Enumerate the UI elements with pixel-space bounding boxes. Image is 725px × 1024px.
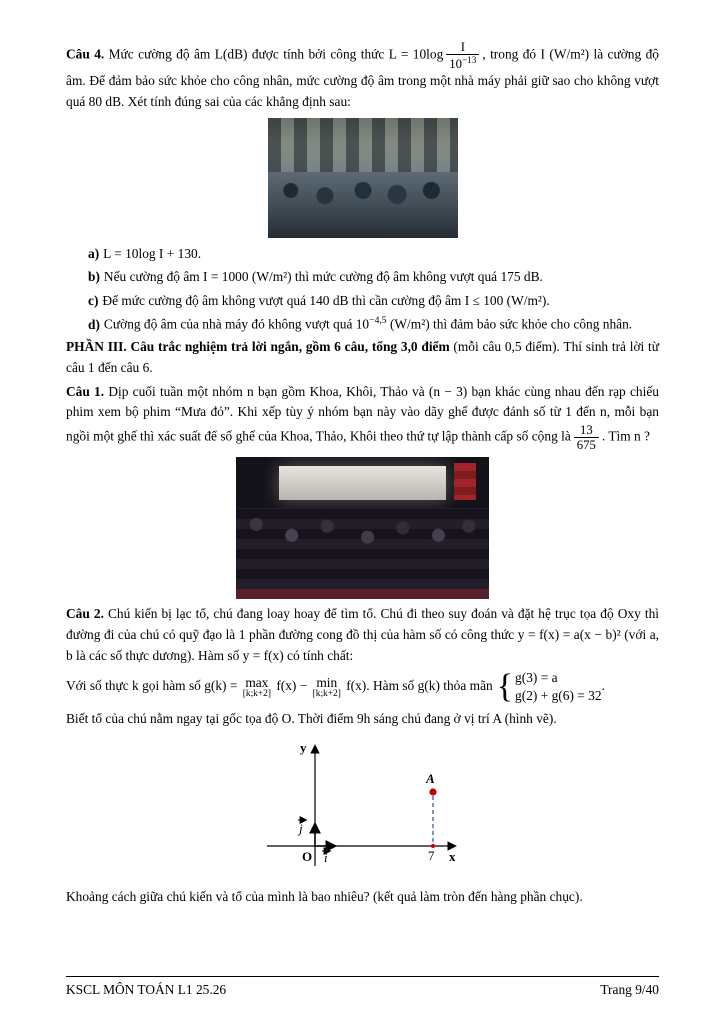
q2-max-op-text: max bbox=[245, 674, 269, 690]
q4-statement-d bbox=[66, 313, 659, 335]
factory-photo-machinery bbox=[268, 118, 458, 176]
q4-statement-d-exponent: −4,5 bbox=[369, 315, 387, 327]
q4-frac-denominator bbox=[446, 55, 479, 71]
q2-fx2: f(x). Hàm số g(k) thỏa mãn bbox=[342, 678, 493, 694]
q4-frac-numerator: I bbox=[446, 40, 479, 55]
factory-photo bbox=[268, 118, 458, 238]
q2-nest-paragraph: Biết tổ của chú nằm ngay tại gốc tọa độ O. Thời điểm 9h sáng chú đang ở vị trí A (hình vẽ). bbox=[66, 710, 557, 726]
q4-label: Câu 4. bbox=[66, 46, 105, 62]
q1-figure bbox=[66, 457, 659, 599]
cinema-screen bbox=[279, 466, 446, 500]
q4-frac-den-exponent: −13 bbox=[462, 55, 477, 65]
j-vector-label: j bbox=[298, 821, 303, 837]
footer-page-number: Trang 9/40 bbox=[600, 981, 659, 997]
part3-header-normal: (mỗi câu 0,5 điểm). Thí sinh trả lời từ câu 1 đến câu 6. bbox=[66, 338, 660, 375]
y-axis-label: y bbox=[299, 740, 306, 756]
q2-system-eq2: g(2) + g(6) = 32 bbox=[515, 688, 602, 704]
q4-statement-c-text: Để mức cường độ âm không vượt quá 140 dB thì cần cường độ âm I ≤ 100 (W/m²). bbox=[102, 292, 550, 308]
q2-coordinate-figure bbox=[66, 734, 659, 882]
origin-label: O bbox=[301, 849, 312, 865]
q2-equation-system bbox=[497, 669, 602, 705]
q4-statement-b-text: Nếu cường độ âm I = 1000 (W/m²) thì mức cường độ âm không vượt quá 175 dB. bbox=[103, 269, 543, 285]
factory-photo-workers bbox=[268, 172, 458, 238]
q4-statement-b bbox=[66, 266, 659, 287]
q1-text-post: . Tìm n ? bbox=[601, 428, 650, 444]
q2-system-equations bbox=[515, 669, 602, 705]
q2-fx1: f(x) − bbox=[272, 678, 311, 694]
cinema-crowd bbox=[236, 508, 489, 599]
part3-header-bold: PHẦN III. Câu trắc nghiệm trả lời ngắn, gồm 6 câu, tổng 3,0 điểm bbox=[66, 338, 450, 354]
q2-question-paragraph: Khoảng cách giữa chú kiến và tổ của mình là bao nhiêu? (kết quả làm tròn đến hàng phần chục). bbox=[66, 889, 583, 905]
q4-statement-a bbox=[66, 243, 659, 264]
part3-header bbox=[66, 337, 659, 379]
q2-system-eq1: g(3) = a bbox=[515, 670, 558, 686]
q4-statement-d-label: d) bbox=[88, 316, 100, 332]
q1-fraction bbox=[574, 423, 599, 452]
q2-min-operator bbox=[313, 676, 341, 700]
q2-label: Câu 2. bbox=[66, 606, 104, 622]
q4-statement-c-label: c) bbox=[88, 292, 99, 308]
q4-statement-b-label: b) bbox=[88, 269, 100, 285]
point-A-label: A bbox=[425, 771, 435, 787]
q4-intro-post: , trong đó I (W/m²) là cường độ âm. Để đảm bảo sức khỏe cho công nhân, mức cường độ âm trong một nhà máy phải giữ sao cho không vượt quá 80 dB. Xét tính đúng sai của các khẳng định sau: bbox=[66, 46, 659, 109]
q1-label: Câu 1. bbox=[66, 383, 105, 399]
q1-frac-denominator: 675 bbox=[576, 438, 596, 453]
i-vector-label: i bbox=[323, 850, 328, 866]
q1-paragraph bbox=[66, 382, 659, 453]
cinema-audience-photo bbox=[236, 457, 489, 599]
q2-gk-paragraph bbox=[66, 669, 659, 705]
cinema-red-banners bbox=[454, 463, 477, 500]
footer-exam-code: KSCL MÔN TOÁN L1 25.26 bbox=[66, 981, 227, 997]
tick-7-label: 7 bbox=[427, 848, 434, 864]
q4-frac-den-base: 10 bbox=[449, 57, 463, 72]
q2-max-subscript: [k;k+2] bbox=[242, 688, 271, 699]
q4-figure bbox=[66, 118, 659, 238]
q2-gk-pre: Với số thực k gọi hàm số g(k) = bbox=[66, 678, 241, 694]
q2-intro-text: Chú kiến bị lạc tổ, chú đang loay hoay để tìm tổ. Chú đi theo suy đoán và đặt hệ trục tọa độ Oxy thì đường đi của chú có quỹ đạo là 1 phần đường cong đồ thị của hàm số có công thức y = f(x) = a(x − b)² (với a, b là các số thực dương). Hàm số y = f(x) có tính chất: bbox=[66, 606, 659, 663]
q4-intro-pre: Mức cường độ âm L(dB) được tính bởi công thức L = 10log bbox=[104, 46, 444, 62]
q4-statement-a-text: L = 10log I + 130. bbox=[103, 245, 202, 261]
x-axis-label: x bbox=[448, 849, 455, 865]
q2-min-op-text: min bbox=[316, 674, 338, 690]
q4-statement-c bbox=[66, 290, 659, 311]
q4-fraction bbox=[446, 40, 479, 71]
q4-paragraph bbox=[66, 40, 659, 113]
q4-statement-d-post: (W/m²) thì đảm bảo sức khỏe cho công nhân. bbox=[386, 316, 633, 332]
q2-system-brace: { bbox=[496, 668, 514, 706]
q4-statement-a-label: a) bbox=[88, 245, 100, 261]
q1-frac-numerator: 13 bbox=[574, 423, 599, 438]
page-footer bbox=[66, 976, 659, 998]
q2-paragraph bbox=[66, 604, 659, 666]
q4-statement-d-pre: Cường độ âm của nhà máy đó không vượt quá 10 bbox=[103, 316, 370, 332]
point-A-dot bbox=[429, 789, 436, 796]
coordinate-plane bbox=[253, 734, 473, 882]
q2-min-subscript: [k;k+2] bbox=[312, 688, 341, 699]
q2-max-operator bbox=[243, 676, 271, 700]
q2-system-end: . bbox=[601, 678, 605, 694]
q1-text-pre: Dịp cuối tuần một nhóm n bạn gồm Khoa, Khôi, Thảo và (n − 3) bạn khác cùng nhau đến rạp chiếu phim xem bộ phim “Mưa đỏ”. Khi xếp tùy ý nhóm bạn này vào dãy ghế được đánh số từ 1 đến n, mỗi bạn ngồi một ghế thì xác suất để số ghế của Khoa, Thảo, Khôi theo thứ tự lập thành cấp số cộng là bbox=[66, 383, 659, 444]
